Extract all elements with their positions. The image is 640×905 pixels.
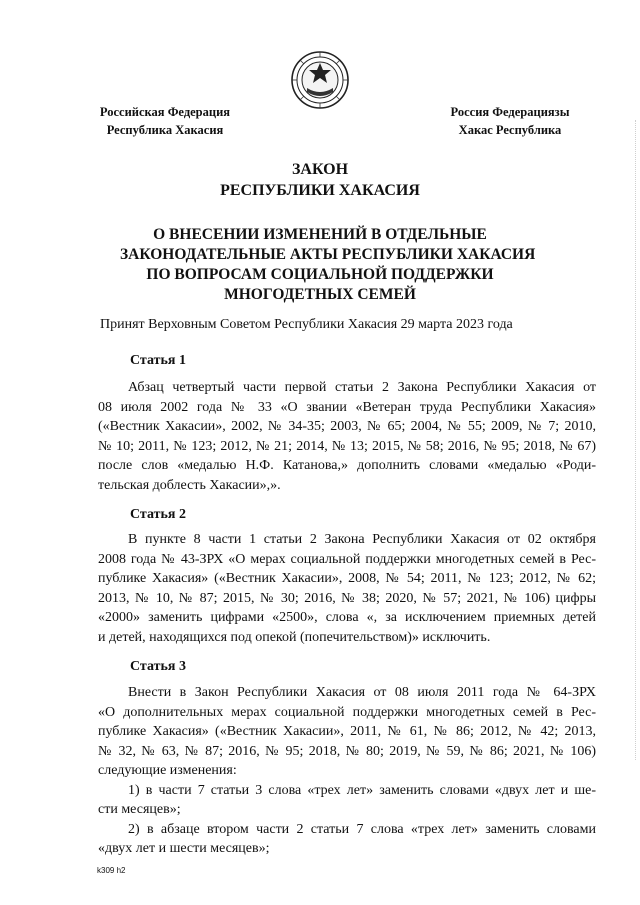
text-line: Абзац четвертый части первой статьи 2 Закона Республики Хакасия от — [128, 380, 596, 395]
list-item-line: «двух лет и шести месяцев»; — [98, 841, 270, 856]
text-line: следующие изменения: — [98, 763, 237, 778]
article-3-text — [98, 683, 596, 859]
list-item-line: сти месяцев»; — [98, 802, 181, 817]
text-line: «2000» заменить цифрами «2500», слова «, за исключением приемных детей — [98, 610, 596, 625]
adoption-note: Принят Верховным Советом Республики Хакасия 29 марта 2023 года — [100, 317, 513, 332]
article-1-title: Статья 1 — [130, 353, 186, 368]
text-line: и детей, находящихся под опекой (попечительством)» исключить. — [98, 629, 491, 645]
header-right-line2: Хакас Республика — [458, 123, 562, 137]
header-left-line1: Российская Федерация — [99, 105, 231, 119]
footer-code: k309 h2 — [97, 866, 126, 875]
list-item-line: 2) в абзаце втором части 2 статьи 7 слова «трех лет» заменить словами — [128, 821, 596, 837]
text-line: («Вестник Хакасии», 2002, № 34-35; 2003, № 65; 2004, № 55; 2009, № 7; 2010, — [98, 419, 596, 434]
law-title-line2: РЕСПУБЛИКИ ХАКАСИЯ — [220, 182, 420, 199]
header-left-line2: Республика Хакасия — [106, 123, 224, 137]
text-line: публике Хакасия» («Вестник Хакасии», 2011, № 61, № 86; 2012, № 42; 2013, — [98, 724, 596, 739]
text-line: после слов «медалью Н.Ф. Катанова,» дополнить словами «медалью «Роди- — [98, 458, 596, 473]
text-line: № 32, № 63, № 87; 2016, № 95; 2018, № 80; 2019, № 59, № 86; 2021, № 106) — [98, 743, 596, 759]
subject-line: ПО ВОПРОСАМ СОЦИАЛЬНОЙ ПОДДЕРЖКИ — [146, 266, 494, 283]
law-title-line1: ЗАКОН — [291, 161, 349, 178]
text-line: 2008 года № 43-ЗРХ «О мерах социальной поддержки многодетных семей в Рес- — [98, 551, 596, 567]
text-line: № 10; 2011, № 123; 2012, № 21; 2014, № 13; 2015, № 58; 2016, № 95; 2018, № 67) — [98, 438, 596, 454]
text-line: «О дополнительных мерах социальной поддержки многодетных семей в Рес- — [98, 704, 596, 720]
text-line: 2013, № 10, № 87; 2015, № 30; 2016, № 38; 2020, № 57; 2021, № 106) цифры — [98, 590, 596, 606]
text-line: 08 июля 2002 года № 33 «О звании «Ветеран труда Республики Хакасия» — [98, 399, 596, 415]
article-1-text — [98, 378, 596, 495]
text-line: тельская доблесть Хакасии»,». — [98, 477, 281, 493]
article-3-title: Статья 3 — [130, 659, 186, 674]
list-item-line: 1) в части 7 статьи 3 слова «трех лет» заменить словами «двух лет и ше- — [128, 782, 596, 798]
article-2-title: Статья 2 — [130, 507, 186, 522]
header-right — [440, 103, 580, 139]
subject-line: О ВНЕСЕНИИ ИЗМЕНЕНИЙ В ОТДЕЛЬНЫЕ — [153, 226, 487, 243]
text-line: публике Хакасия» («Вестник Хакасии», 2008, № 54; 2011, № 123; 2012, № 62; — [98, 571, 596, 586]
header-left — [90, 103, 240, 139]
scan-edge — [634, 120, 636, 760]
subject-line: ЗАКОНОДАТЕЛЬНЫЕ АКТЫ РЕСПУБЛИКИ ХАКАСИЯ — [120, 246, 536, 263]
header-right-line1: Россия Федерациязы — [450, 105, 570, 119]
article-2-text — [98, 530, 596, 647]
text-line: Внести в Закон Республики Хакасия от 08 июля 2011 года № 64-ЗРХ — [128, 685, 596, 700]
subject-line: МНОГОДЕТНЫХ СЕМЕЙ — [224, 286, 416, 303]
coat-of-arms-emblem — [290, 50, 350, 110]
law-subject — [120, 225, 536, 305]
text-line: В пункте 8 части 1 статьи 2 Закона Республики Хакасия от 02 октября — [128, 532, 596, 547]
